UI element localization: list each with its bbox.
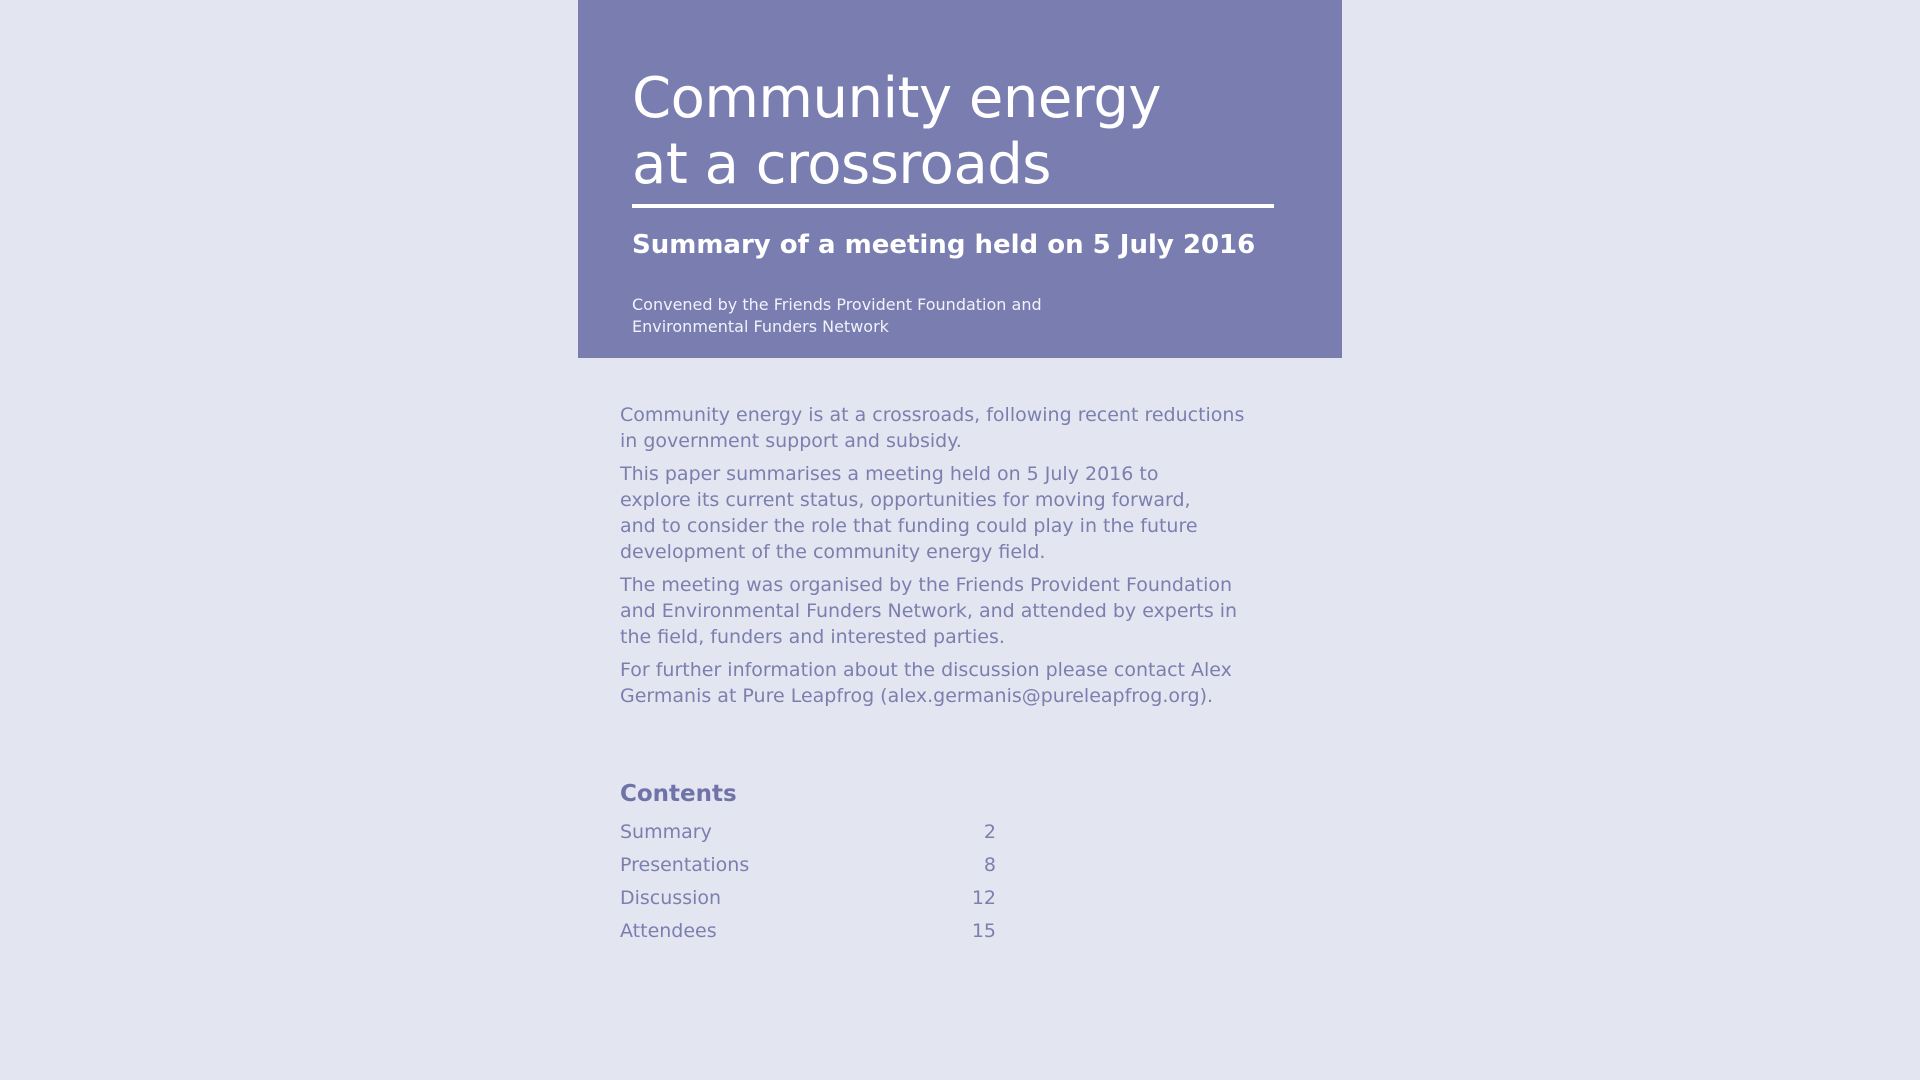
paragraph-line: This paper summarises a meeting held on 5 July 2016 to — [620, 463, 1159, 485]
toc-entry-page: 8 — [983, 854, 996, 876]
toc-entry-summary[interactable] — [620, 816, 996, 849]
toc-entry-label: Summary — [620, 821, 712, 843]
paragraph-line: in government support and subsidy. — [620, 430, 962, 452]
paragraph-line: Community energy is at a crossroads, following recent reductions — [620, 404, 1245, 426]
paragraph-line: and to consider the role that funding could play in the future — [620, 515, 1198, 537]
title-divider — [632, 204, 1274, 208]
intro-text — [620, 402, 1300, 716]
intro-paragraph-2 — [620, 461, 1300, 565]
title-line-1: Community energy — [632, 66, 1162, 131]
toc-entry-label: Attendees — [620, 920, 717, 942]
paragraph-line: For further information about the discussion please contact Alex — [620, 659, 1232, 681]
document-subtitle: Summary of a meeting held on 5 July 2016 — [632, 230, 1256, 260]
paragraph-line: and Environmental Funders Network, and attended by experts in — [620, 600, 1238, 622]
paragraph-line: explore its current status, opportunities for moving forward, — [620, 489, 1191, 511]
paragraph-line: The meeting was organised by the Friends Provident Foundation — [620, 574, 1233, 596]
intro-paragraph-3 — [620, 572, 1300, 650]
toc-entry-discussion[interactable] — [620, 882, 996, 915]
toc-entry-label: Presentations — [620, 854, 750, 876]
toc-entry-presentations[interactable] — [620, 849, 996, 882]
paragraph-line: Germanis at Pure Leapfrog (alex.germanis@pureleapfrog.org). — [620, 685, 1214, 707]
convened-by-note — [632, 294, 1112, 338]
contents-heading: Contents — [620, 781, 737, 807]
paragraph-line: the field, funders and interested parties. — [620, 626, 1005, 648]
intro-paragraph-1 — [620, 402, 1300, 454]
title-line-2: at a crossroads — [632, 132, 1051, 197]
cover-header — [578, 0, 1342, 358]
toc-entry-attendees[interactable] — [620, 915, 996, 948]
toc-entry-page: 12 — [971, 887, 996, 909]
paragraph-line: development of the community energy field. — [620, 541, 1046, 563]
convened-line-2: Environmental Funders Network — [632, 317, 889, 336]
intro-paragraph-4 — [620, 657, 1300, 709]
convened-line-1: Convened by the Friends Provident Foundation and — [632, 295, 1042, 314]
toc-entry-page: 2 — [983, 821, 996, 843]
toc-entry-page: 15 — [971, 920, 996, 942]
toc-entry-label: Discussion — [620, 887, 722, 909]
table-of-contents — [620, 778, 1000, 948]
document-title — [632, 66, 1292, 198]
